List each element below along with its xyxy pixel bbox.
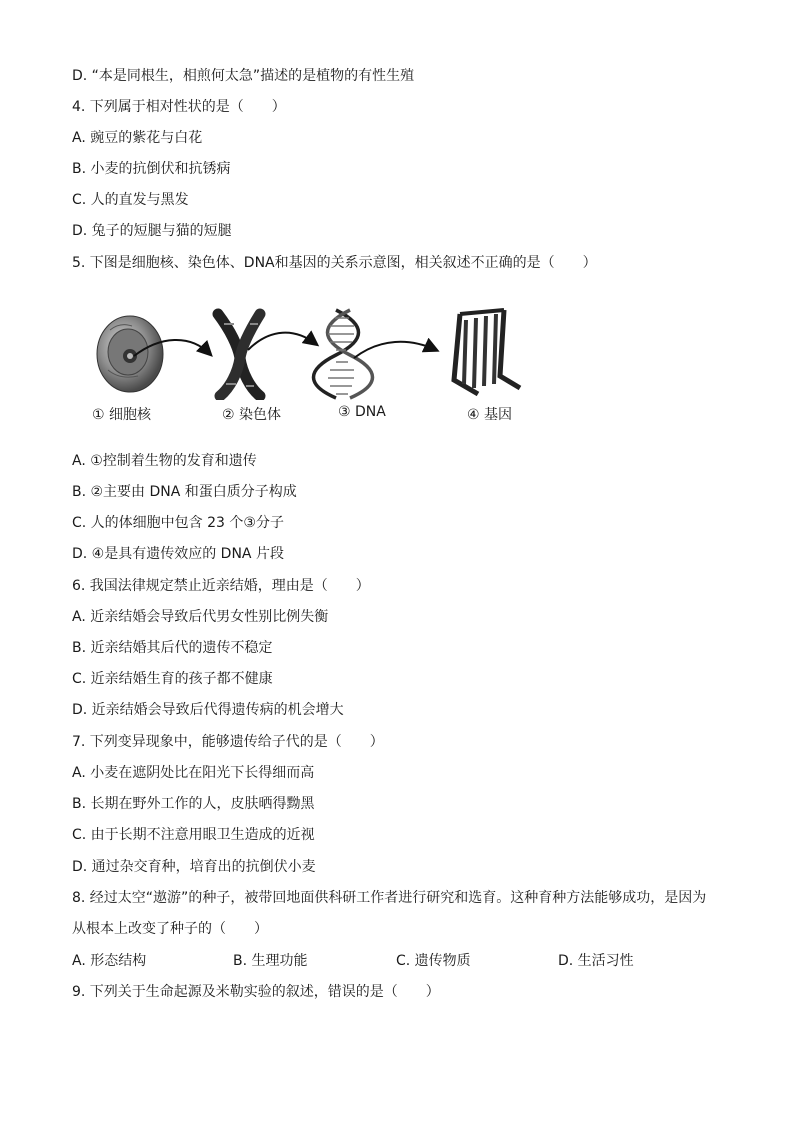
label-dna: ③ DNA xyxy=(338,404,386,420)
q5-option-d: D. ④是具有遗传效应的 DNA 片段 xyxy=(72,546,284,562)
q6-stem: 6. 我国法律规定禁止近亲结婚，理由是（ ） xyxy=(72,578,370,594)
nucleus-chromosome-dna-gene-figure xyxy=(90,300,550,435)
q6-option-d: D. 近亲结婚会导致后代得遗传病的机会增大 xyxy=(72,702,344,718)
q8-option-c: C. 遗传物质 xyxy=(396,953,471,969)
cell-nucleus-icon xyxy=(97,316,163,392)
arrow-2 xyxy=(248,333,316,350)
q7-option-b: B. 长期在野外工作的人，皮肤晒得黝黑 xyxy=(72,796,315,812)
q5-option-a: A. ①控制着生物的发育和遗传 xyxy=(72,453,257,469)
q8-option-a: A. 形态结构 xyxy=(72,953,147,969)
label-gene: ④ 基因 xyxy=(467,407,513,423)
q5-option-c: C. 人的体细胞中包含 23 个③分子 xyxy=(72,515,284,531)
gene-segment-icon xyxy=(454,310,520,394)
q7-option-c: C. 由于长期不注意用眼卫生造成的近视 xyxy=(72,827,315,843)
q6-option-a: A. 近亲结婚会导致后代男女性别比例失衡 xyxy=(72,609,329,625)
q4-option-c: C. 人的直发与黑发 xyxy=(72,192,189,208)
q4-option-b: B. 小麦的抗倒伏和抗锈病 xyxy=(72,161,231,177)
q7-option-d: D. 通过杂交育种，培育出的抗倒伏小麦 xyxy=(72,859,316,875)
arrow-3 xyxy=(354,342,436,358)
label-nucleus: ① 细胞核 xyxy=(92,407,152,423)
q3-option-d: D. “本是同根生，相煎何太急”描述的是植物的有性生殖 xyxy=(72,68,415,84)
q8-stem-line2: 从根本上改变了种子的（ ） xyxy=(72,921,268,937)
q6-option-c: C. 近亲结婚生育的孩子都不健康 xyxy=(72,671,273,687)
q5-option-b: B. ②主要由 DNA 和蛋白质分子构成 xyxy=(72,484,297,500)
dna-helix-icon xyxy=(314,310,373,398)
q4-stem: 4. 下列属于相对性状的是（ ） xyxy=(72,99,286,115)
q4-option-d: D. 兔子的短腿与猫的短腿 xyxy=(72,223,232,239)
chromosome-icon xyxy=(218,314,260,396)
q8-option-d: D. 生活习性 xyxy=(558,953,634,969)
q9-stem: 9. 下列关于生命起源及米勒实验的叙述，错误的是（ ） xyxy=(72,984,440,1000)
q6-option-b: B. 近亲结婚其后代的遗传不稳定 xyxy=(72,640,273,656)
q5-stem: 5. 下图是细胞核、染色体、DNA和基因的关系示意图，相关叙述不正确的是（ ） xyxy=(72,255,597,271)
figure-drawing xyxy=(90,300,550,400)
q7-option-a: A. 小麦在遮阴处比在阳光下长得细而高 xyxy=(72,765,315,781)
label-chromosome: ② 染色体 xyxy=(222,407,282,423)
q4-option-a: A. 豌豆的紫花与白花 xyxy=(72,130,203,146)
q8-option-b: B. 生理功能 xyxy=(233,953,308,969)
q7-stem: 7. 下列变异现象中，能够遗传给子代的是（ ） xyxy=(72,734,384,750)
q8-stem-line1: 8. 经过太空“遨游”的种子，被带回地面供科研工作者进行研究和选育。这种育种方法能够成功，是因为 xyxy=(72,890,707,906)
